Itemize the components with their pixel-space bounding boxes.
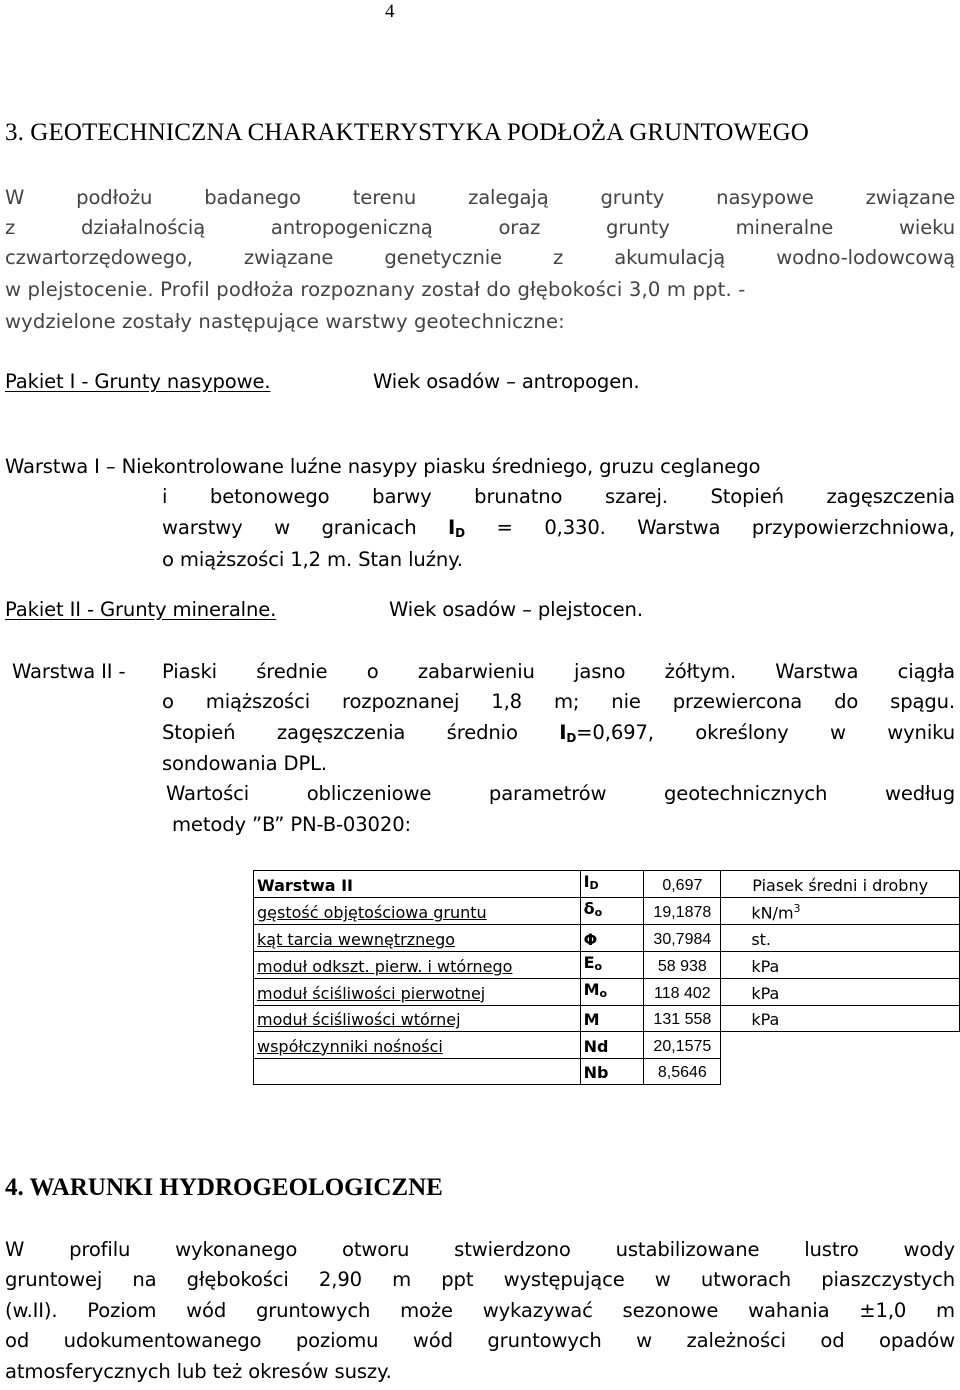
param-symbol-subscript: o <box>599 986 608 1000</box>
param-unit: kN/m <box>751 903 794 923</box>
table-body <box>254 871 960 1085</box>
table-row <box>254 898 960 925</box>
table-row <box>254 1058 960 1085</box>
warstwa-2-line: metody ”B” PN-B-03020: <box>172 813 411 836</box>
geotechnical-parameter-table <box>253 870 960 1085</box>
param-unit-cell <box>721 978 960 1005</box>
param-symbol-cell <box>580 871 644 898</box>
warstwa-2-label: Warstwa II - <box>12 660 126 683</box>
section-4-line: (w.II). Poziom wód gruntowych może wykazywać sezonowe wahania ±1,0 m <box>5 1299 955 1322</box>
pakiet-2-age: Wiek osadów – plejstocen. <box>389 598 643 621</box>
warstwa-2-line: Wartości obliczeniowe parametrów geotechnicznych według <box>166 782 955 805</box>
section-4-line: od udokumentowanego poziomu wód gruntowych w zależności od opadów <box>5 1329 955 1352</box>
param-name-cell <box>254 978 581 1005</box>
param-name-cell <box>254 1058 581 1085</box>
table-row <box>254 1032 960 1059</box>
table-row <box>254 978 960 1005</box>
param-unit-cell <box>721 898 960 925</box>
param-unit: Piasek średni i drobny <box>752 876 929 895</box>
param-symbol-cell <box>580 898 644 925</box>
param-name: moduł ściśliwości pierwotnej <box>257 983 486 1003</box>
param-value: 20,1575 <box>644 1032 721 1059</box>
param-value: 131 558 <box>644 1005 721 1032</box>
param-symbol: Nd <box>583 1036 609 1056</box>
param-symbol: Nb <box>583 1063 609 1083</box>
warstwa-1-line: o miąższości 1,2 m. Stan luźny. <box>162 548 463 571</box>
intro-line: w plejstocenie. Profil podłoża rozpoznany został do głębokości 3,0 m ppt. - <box>5 278 746 301</box>
warstwa-2-line: Piaski średnie o zabarwieniu jasno żółtym. Warstwa ciągła <box>162 660 955 683</box>
page-number: 4 <box>385 1 395 22</box>
param-name: moduł odkszt. pierw. i wtórnego <box>257 956 513 976</box>
intro-line: wydzielone zostały następujące warstwy geotechniczne: <box>5 310 565 333</box>
param-name: gęstość objętościowa gruntu <box>257 903 487 923</box>
table-row <box>254 871 960 898</box>
param-unit-cell <box>721 1058 960 1085</box>
pakiet-2-label: Pakiet II - Grunty mineralne. <box>5 598 277 621</box>
param-value: 118 402 <box>644 978 721 1005</box>
param-name-cell <box>254 871 581 898</box>
intro-line: W podłożu badanego terenu zalegają grunty nasypowe związane <box>5 186 955 209</box>
param-unit: kPa <box>751 983 780 1003</box>
intro-line: z działalnością antropogeniczną oraz grunty mineralne wieku <box>5 216 955 239</box>
param-name-cell <box>254 925 581 952</box>
param-symbol: Φ <box>583 929 598 949</box>
param-name: Warstwa II <box>257 876 353 895</box>
param-value: 8,5646 <box>644 1058 721 1085</box>
param-unit-cell <box>721 1005 960 1032</box>
section-4-heading: 4. WARUNKI HYDROGEOLOGICZNE <box>5 1174 443 1201</box>
param-unit: kPa <box>751 956 780 976</box>
warstwa-2-line: Stopień zagęszczenia średnio $I_D=0,697$, określony w wyniku <box>162 721 955 745</box>
section-3-heading: 3. GEOTECHNICZNA CHARAKTERYSTYKA PODŁOŻA GRUNTOWEGO <box>5 119 809 146</box>
section-4-line: atmosferycznych lub też okresów suszy. <box>5 1360 392 1383</box>
table-row <box>254 925 960 952</box>
param-symbol-cell <box>580 1005 644 1032</box>
param-name: współczynniki nośności <box>257 1036 443 1056</box>
param-unit-cell <box>721 871 960 898</box>
param-name-cell <box>254 1032 581 1059</box>
warstwa-2-line: o miąższości rozpoznanej 1,8 m; nie przewiercona do spągu. <box>162 690 955 713</box>
param-symbol-subscript: D <box>589 879 599 892</box>
param-unit-cell <box>721 951 960 978</box>
warstwa-1-line: i betonowego barwy brunatno szarej. Stopień zagęszczenia <box>162 485 955 508</box>
param-unit-cell <box>721 1032 960 1059</box>
warstwa-2-line: sondowania DPL. <box>162 752 327 775</box>
param-name: moduł ściśliwości wtórnej <box>257 1010 461 1030</box>
param-name: kąt tarcia wewnętrznego <box>257 929 456 949</box>
param-name-cell <box>254 1005 581 1032</box>
section-4-line: gruntowej na głębokości 2,90 m ppt występujące w utworach piaszczystych <box>5 1268 955 1291</box>
param-value: 19,1878 <box>644 898 721 925</box>
param-unit-superscript: 3 <box>793 902 801 915</box>
warstwa-1-label: Warstwa I – Niekontrolowane luźne nasypy piasku średniego, gruzu ceglanego <box>5 455 761 478</box>
param-unit: kPa <box>751 1010 780 1030</box>
warstwa-1-line: warstwy w granicach $I_D = 0,330$. Warstwa przypowierzchniowa, <box>162 516 955 540</box>
param-symbol: M <box>583 1010 600 1030</box>
param-symbol-cell <box>580 978 644 1005</box>
param-symbol-cell <box>580 1032 644 1059</box>
param-symbol-subscript: o <box>594 906 603 920</box>
section-4-line: W profilu wykonanego otworu stwierdzono ustabilizowane lustro wody <box>5 1238 955 1261</box>
param-name-cell <box>254 951 581 978</box>
param-symbol-subscript: o <box>594 959 603 973</box>
param-symbol: I <box>583 872 590 891</box>
param-name-cell <box>254 898 581 925</box>
param-symbol-cell <box>580 925 644 952</box>
table-row <box>254 1005 960 1032</box>
pakiet-1-age: Wiek osadów – antropogen. <box>373 370 640 393</box>
param-unit-cell <box>721 925 960 952</box>
param-symbol: M <box>583 979 600 999</box>
param-value: 30,7984 <box>644 925 721 952</box>
param-unit: st. <box>751 929 772 949</box>
param-symbol: δ <box>583 899 595 919</box>
param-value: 0,697 <box>644 871 721 898</box>
param-symbol-cell <box>580 951 644 978</box>
pakiet-1-label: Pakiet I - Grunty nasypowe. <box>5 370 271 393</box>
intro-line: czwartorzędowego, związane genetycznie z akumulacją wodno-lodowcową <box>5 246 955 269</box>
param-symbol-cell <box>580 1058 644 1085</box>
param-value: 58 938 <box>644 951 721 978</box>
param-symbol: E <box>583 952 595 972</box>
table-row <box>254 951 960 978</box>
